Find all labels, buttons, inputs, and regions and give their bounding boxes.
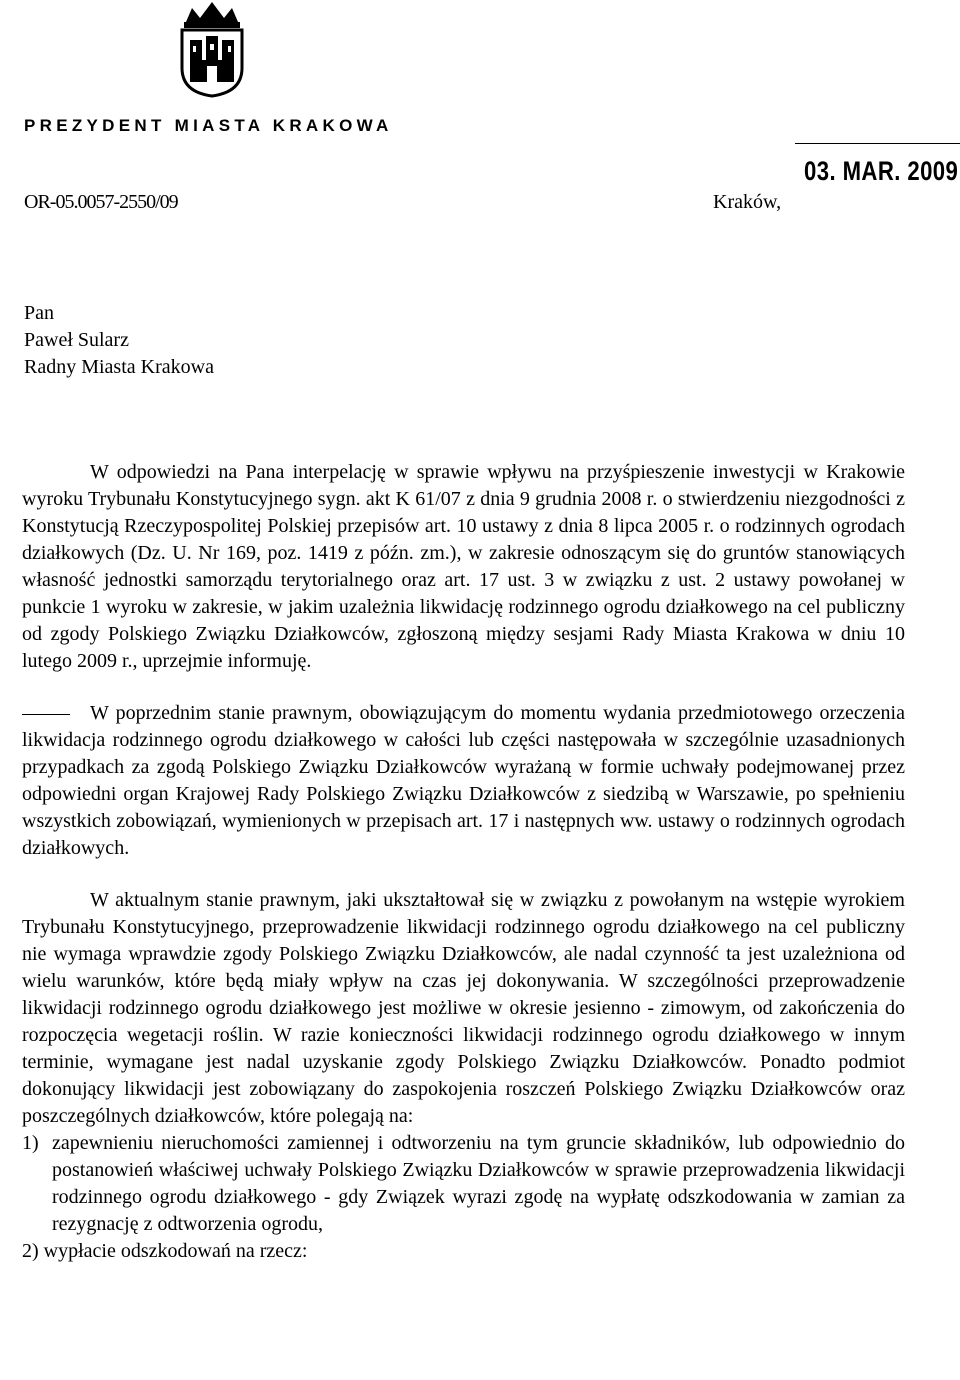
list-item-text: zapewnieniu nieruchomości zamiennej i odtworzeniu na tym gruncie składników, lub odpowiednio do postanowień właściwej uchwały Polskiego Związku Działkowców w sprawie przeprowadzenia likwidacji rodzinnego ogrodu działkowego - gdy Związek wyrazi zgodę na wypłatę odszkodowania w zamian za rezygnację z odtworzenia ogrodu,: [52, 1132, 905, 1235]
recipient-block: [24, 300, 214, 381]
stamp-top-rule: [795, 143, 960, 144]
paragraph-previous-law: [22, 700, 905, 862]
list-item: [22, 1238, 905, 1265]
krakow-coat-of-arms-icon: [172, 0, 252, 98]
list-item-text: wypłacie odszkodowań na rzecz:: [43, 1240, 308, 1262]
letter-body: [22, 459, 905, 1265]
letterhead-title: PREZYDENT MIASTA KRAKOWA: [24, 116, 393, 135]
list-item: [22, 1130, 905, 1238]
list-item-number: 1): [22, 1132, 39, 1154]
date-stamp: 03. MAR. 2009: [804, 156, 959, 186]
em-dash-rule: [22, 714, 70, 715]
paragraph-intro: W odpowiedzi na Pana interpelację w sprawie wpływu na przyśpieszenie inwestycji w Krakowie wyroku Trybunału Konstytucyjnego sygn. akt K 61/07 z dnia 9 grudnia 2008 r. o stwierdzeniu niezgodności z Konstytucją Rzeczypospolitej Polskiej przepisów art. 10 ustawy z dnia 8 lipca 2005 r. o rodzinnych ogrodach działkowych (Dz. U. Nr 169, poz. 1419 z późn. zm.), w zakresie odnoszącym się do gruntów stanowiących własność jednostki samorządu terytorialnego oraz art. 17 ust. 3 w związku z ust. 2 ustawy powołanej w punkcie 1 wyroku w zakresie, w jakim uzależnia likwidację rodzinnego ogrodu działkowego na cel publiczny od zgody Polskiego Związku Działkowców, zgłoszoną między sesjami Rady Miasta Krakowa w dniu 10 lutego 2009 r., uprzejmie informuję.: [22, 461, 905, 672]
list-item-number: 2): [22, 1240, 39, 1262]
paragraph-previous-law-text: W poprzednim stanie prawnym, obowiązującym do momentu wydania przedmiotowego orzeczenia likwidacja rodzinnego ogrodu działkowego w całości lub części następowała w szczególnie uzasadnionych przypadkach za zgodą Polskiego Związku Działkowców wyrażaną w formie uchwały podejmowanej przez odpowiedni organ Krajowej Rady Polskiego Związku Działkowców z siedzibą w Warszawie, po spełnieniu wszystkich zobowiązań, wymienionych w przepisach art. 17 i następnych ww. ustawy o rodzinnych ogrodach działkowych.: [22, 702, 905, 859]
recipient-role: Radny Miasta Krakowa: [24, 356, 214, 378]
claims-list: [22, 1130, 905, 1265]
place-label: Kraków,: [713, 191, 782, 213]
paragraph-current-law: W aktualnym stanie prawnym, jaki ukształtował się w związku z powołanym na wstępie wyrokiem Trybunału Konstytucyjnego, przeprowadzenie likwidacji rodzinnego ogrodu działkowego na cel publiczny nie wymaga wprawdzie zgody Polskiego Związku Działkowców, ale nadal czynność ta jest uzależniona od wielu warunków, które będą miały wpływ na czas jej dokonywania. W szczególności przeprowadzenie likwidacji rodzinnego ogrodu działkowego jest możliwe w okresie jesienno - zimowym, od zakończenia do rozpoczęcia wegetacji roślin. W razie konieczności likwidacji rodzinnego ogrodu działkowego w innym terminie, wymagane jest nadal uzyskanie zgody Polskiego Związku Działkowców. Ponadto podmiot dokonujący likwidacji jest zobowiązany do zaspokojenia roszczeń Polskiego Związku Działkowców oraz poszczególnych działkowców, które polegają na:: [22, 889, 905, 1127]
recipient-salutation: Pan: [24, 302, 54, 324]
reference-number: OR-05.0057-2550/09: [24, 191, 178, 213]
recipient-name: Paweł Sularz: [24, 329, 129, 351]
